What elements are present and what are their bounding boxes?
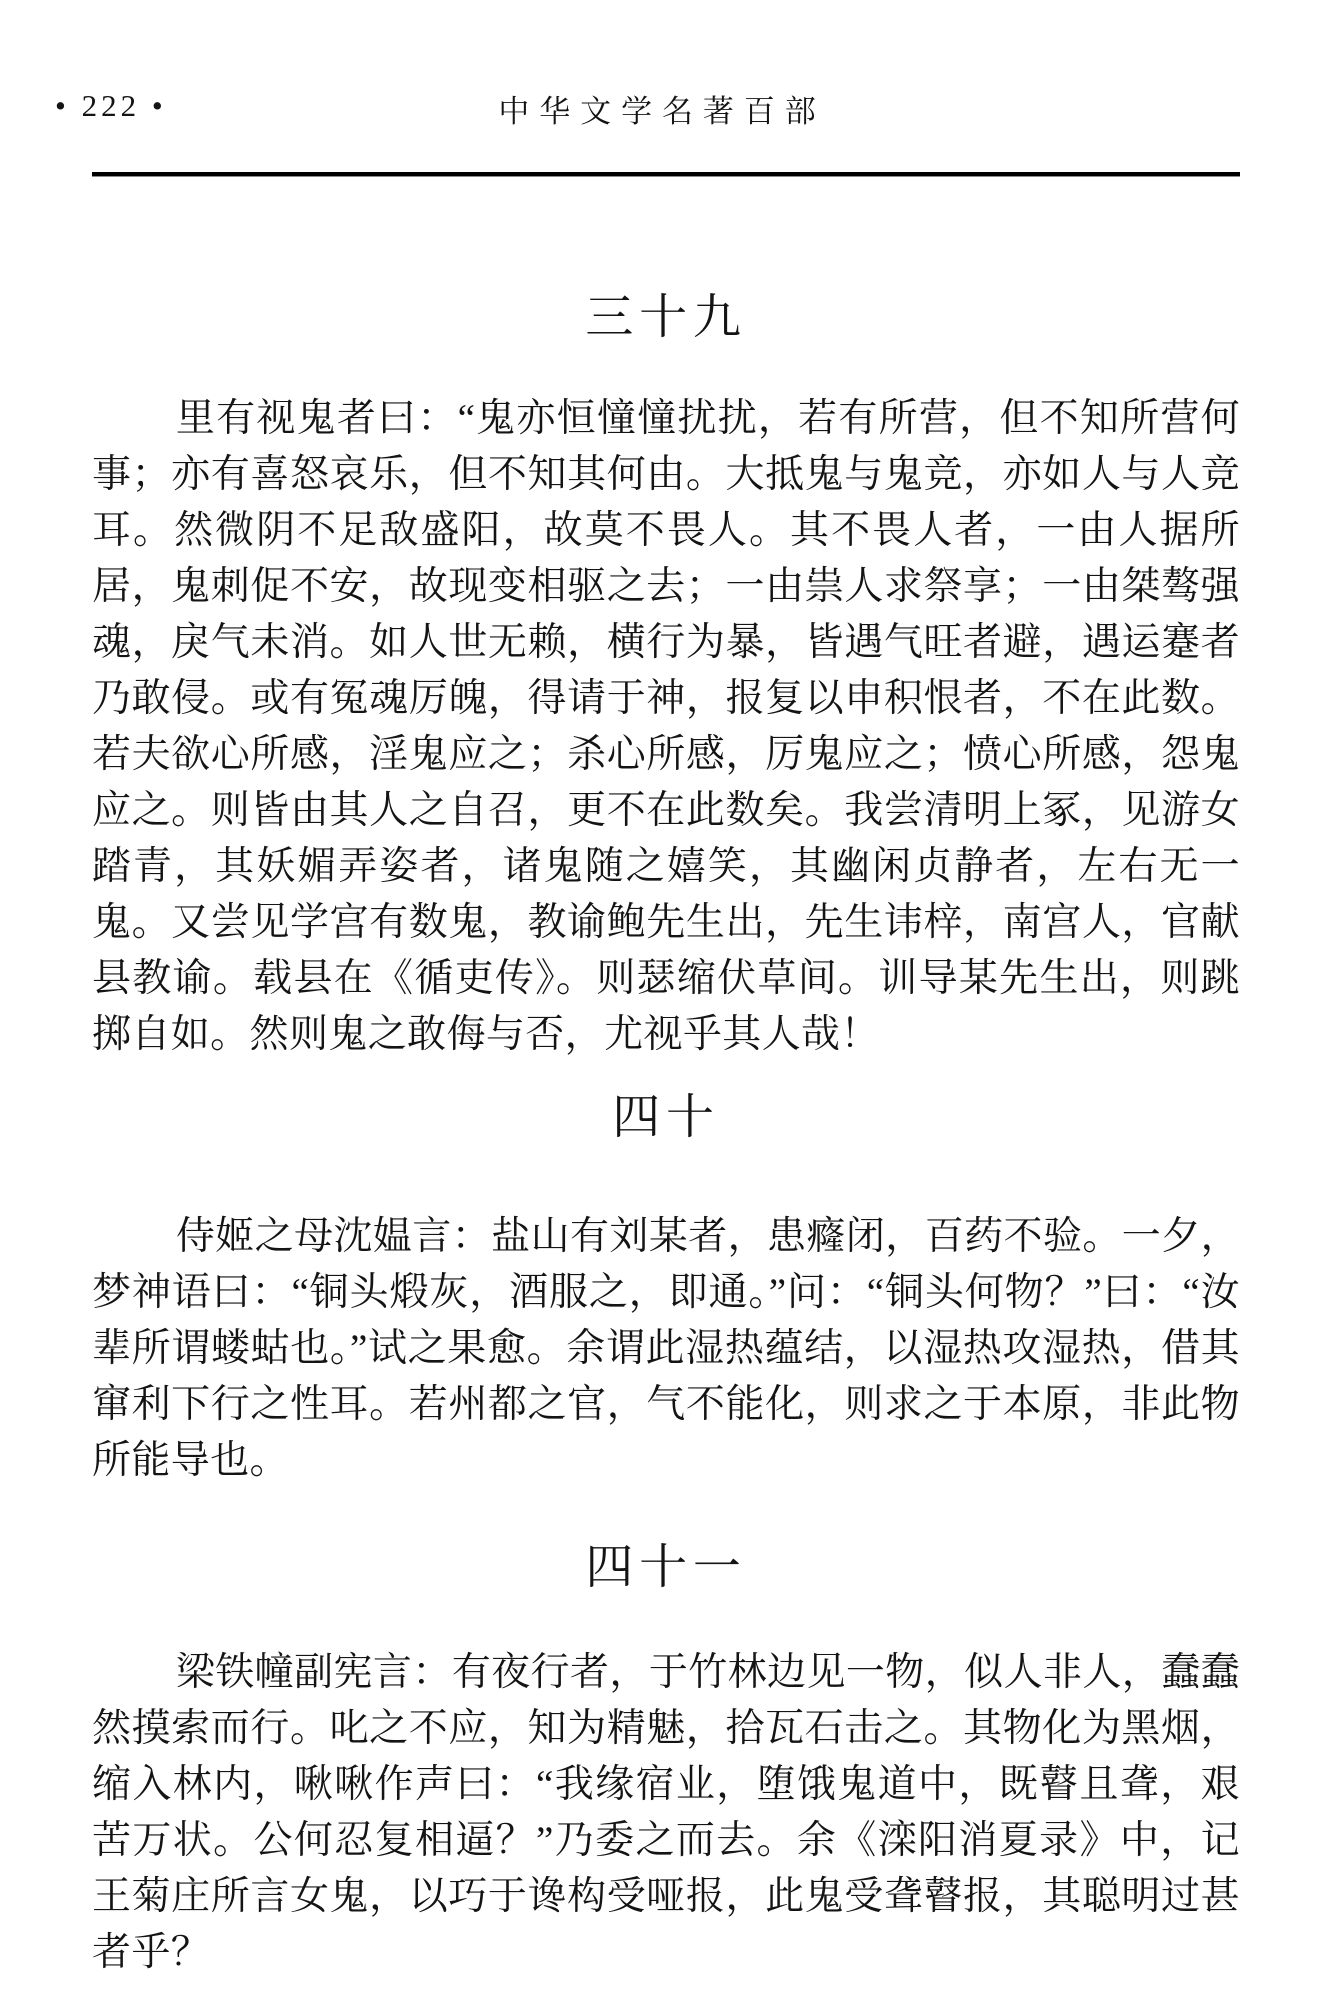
header-rule	[92, 172, 1240, 177]
section-41	[92, 1539, 1240, 1981]
section-title-40: 四十	[612, 1091, 720, 1144]
text-block	[0, 172, 1324, 1981]
section-41-paragraph: 梁铁幢副宪言：有夜行者，于竹林边见一物，似人非人，蠢蠢然摸索而行。叱之不应，知为精魅，拾瓦石击之。其物化为黑烟，缩入林内，啾啾作声曰：“我缘宿业，堕饿鬼道中，既瞽且聋，艰苦万状。公何忍复相逼？”乃委之而去。余《滦阳消夏录》中，记王菊庄所言女鬼，以巧于谗构受哑报，此鬼受聋瞽报，其聪明过甚者乎？	[92, 1651, 1240, 1974]
section-39	[92, 289, 1240, 1063]
section-39-paragraph: 里有视鬼者曰：“鬼亦恒憧憧扰扰，若有所营，但不知所营何事；亦有喜怒哀乐，但不知其何由。大抵鬼与鬼竞，亦如人与人竞耳。然微阴不足敌盛阳，故莫不畏人。其不畏人者，一由人据所居，鬼刺促不安，故现变相驱之去；一由祟人求祭享；一由桀骜强魂，戾气未消。如人世无赖，横行为暴，皆遇气旺者避，遇运蹇者乃敢侵。或有冤魂厉魄，得请于神，报复以申积恨者，不在此数。若夫欲心所感，淫鬼应之；杀心所感，厉鬼应之；愤心所感，怨鬼应之。则皆由其人之自召，更不在此数矣。我尝清明上冢，见游女踏青，其妖媚弄姿者，诸鬼随之嬉笑，其幽闲贞静者，左右无一鬼。又尝见学宫有数鬼，教谕鲍先生出，先生讳梓，南宫人，官献县教谕。载县在《循吏传》。则瑟缩伏草间。训导某先生出，则跳掷自如。然则鬼之敢侮与否，尤视乎其人哉！	[92, 397, 1240, 1056]
book-title: 中华文学名著百部	[498, 94, 826, 129]
running-header	[0, 0, 1324, 140]
section-40	[92, 1089, 1240, 1489]
section-40-paragraph: 侍姬之母沈媪言：盐山有刘某者，患癃闭，百药不验。一夕，梦神语曰：“铜头煅灰，酒服之，即通。”问：“铜头何物？”曰：“汝辈所谓蝼蛄也。”试之果愈。余谓此湿热蕴结，以湿热攻湿热，借其窜利下行之性耳。若州都之官，气不能化，则求之于本原，非此物所能导也。	[92, 1215, 1240, 1482]
page-number: • 222 •	[55, 88, 167, 123]
section-title-41: 四十一	[585, 1541, 747, 1594]
section-title-39: 三十九	[585, 291, 747, 344]
